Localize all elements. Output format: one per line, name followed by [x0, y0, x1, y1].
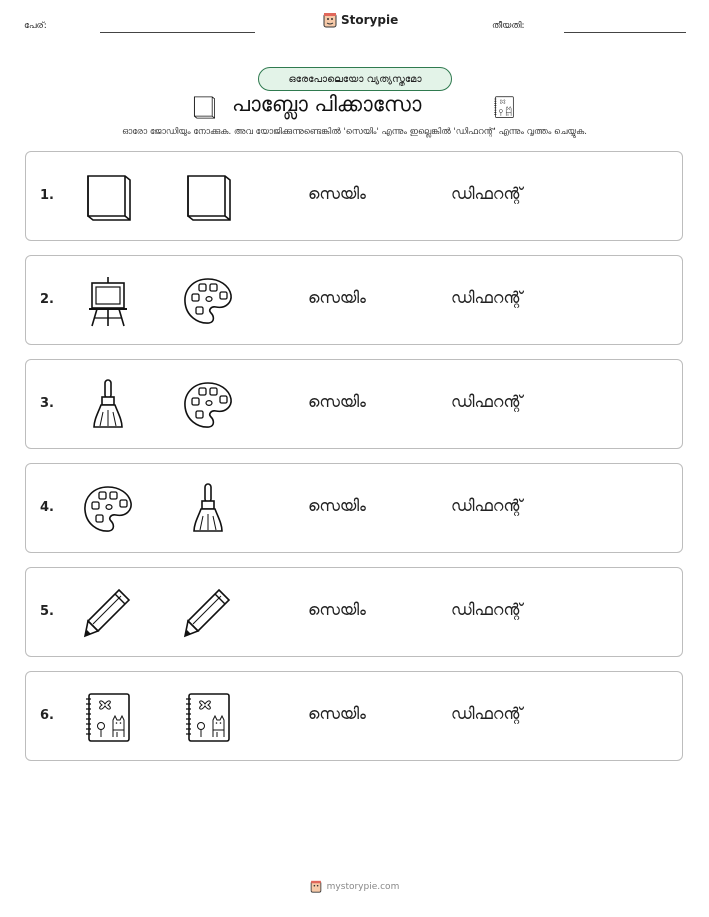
paintbrush-icon: [81, 378, 135, 432]
date-label: തീയതി:: [492, 21, 525, 31]
same-option[interactable]: സെയിം: [308, 184, 366, 203]
different-option[interactable]: ഡിഫറന്റ്: [451, 496, 523, 515]
storypie-logo-icon: [310, 880, 322, 893]
same-option[interactable]: സെയിം: [308, 704, 366, 723]
same-option[interactable]: സെയിം: [308, 392, 366, 411]
brand-logo: [323, 12, 398, 28]
title-row: [0, 92, 709, 122]
canvas-icon: [181, 170, 235, 224]
question-row: [25, 255, 683, 345]
date-line[interactable]: [564, 32, 686, 33]
question-number: 5.: [40, 604, 54, 619]
question-row: [25, 567, 683, 657]
paintbrush-icon: [181, 482, 235, 536]
same-option[interactable]: സെയിം: [308, 600, 366, 619]
palette-icon: [181, 274, 235, 328]
sketchbook-icon: [492, 94, 516, 120]
question-row: [25, 359, 683, 449]
easel-icon: [81, 274, 135, 328]
question-row: [25, 463, 683, 553]
question-number: 6.: [40, 708, 54, 723]
canvas-icon: [81, 170, 135, 224]
name-label: പേര്:: [24, 21, 47, 31]
question-number: 3.: [40, 396, 54, 411]
palette-icon: [81, 482, 135, 536]
name-line[interactable]: [100, 32, 255, 33]
palette-icon: [181, 378, 235, 432]
question-number: 4.: [40, 500, 54, 515]
different-option[interactable]: ഡിഫറന്റ്: [451, 184, 523, 203]
same-option[interactable]: സെയിം: [308, 288, 366, 307]
different-option[interactable]: ഡിഫറന്റ്: [451, 288, 523, 307]
pencil-icon: [81, 586, 135, 640]
storypie-logo-icon: [323, 12, 337, 28]
question-number: 1.: [40, 188, 54, 203]
different-option[interactable]: ഡിഫറന്റ്: [451, 704, 523, 723]
pencil-icon: [181, 586, 235, 640]
brand-name: Storypie: [341, 13, 399, 27]
worksheet-type-badge: ഒരേപോലെയോ വ്യത്യസ്തമോ: [258, 67, 452, 91]
question-row: [25, 671, 683, 761]
canvas-icon: [190, 94, 218, 120]
sketchbook-icon: [81, 690, 135, 744]
different-option[interactable]: ഡിഫറന്റ്: [451, 392, 523, 411]
footer-url: mystorypie.com: [326, 881, 400, 892]
instructions: ഓരോ ജോഡിയും നോക്കുക. അവ യോജിക്കുന്നുണ്ടെങ്കിൽ 'സെയിം' എന്നും ഇല്ലെങ്കിൽ 'ഡിഫറന്റ്' എന്നും വൃത്തം ചെയ്യുക.: [122, 127, 587, 137]
same-option[interactable]: സെയിം: [308, 496, 366, 515]
page-title: പാബ്ലോ പിക്കാസോ: [232, 92, 422, 116]
question-row: [25, 151, 683, 241]
different-option[interactable]: ഡിഫറന്റ്: [451, 600, 523, 619]
question-number: 2.: [40, 292, 54, 307]
sketchbook-icon: [181, 690, 235, 744]
footer: [0, 880, 709, 893]
page-header: [0, 0, 709, 45]
